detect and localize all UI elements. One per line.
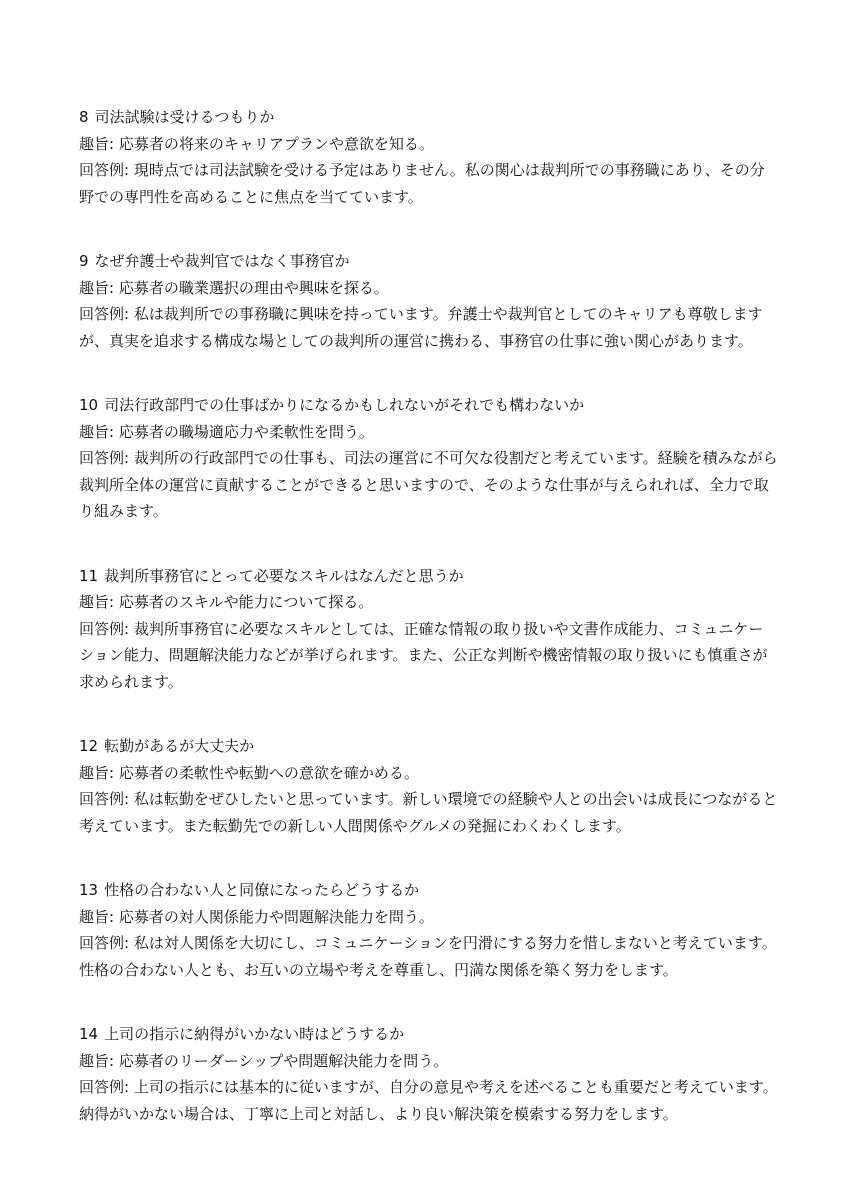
question-text: 司法行政部門での仕事ばかりになるかもしれないがそれでも構わないか — [104, 396, 585, 414]
answer-text: 回答例: 私は転勤をぜひしたいと思っています。新しい環境での経験や人との出会いは成長につながると考えています。また転勤先での新しい人間関係やグルメの発掘にわくわくします。 — [79, 790, 778, 835]
qa-item-9 — [79, 248, 778, 354]
question-text: 司法試験は受けるつもりか — [94, 108, 275, 126]
purpose-text: 趣旨: 応募者の将来のキャリアプランや意欲を知る。 — [79, 134, 434, 153]
question-heading — [79, 1021, 778, 1048]
answer-text: 回答例: 現時点では司法試験を受ける予定はありません。私の関心は裁判所での事務職にあり、その分野での専門性を高めることに焦点を当てています。 — [79, 161, 765, 206]
question-heading — [79, 563, 778, 590]
answer-text: 回答例: 裁判所事務官に必要なスキルとしては、正確な情報の取り扱いや文書作成能力、コミュニケーション能力、問題解決能力などが挙げられます。また、公正な判断や機密情報の取り扱いにも慎重さが求められます。 — [79, 619, 768, 691]
purpose-text: 趣旨: 応募者の柔軟性や転勤への意欲を確かめる。 — [79, 763, 419, 782]
qa-item-13 — [79, 877, 778, 983]
question-heading — [79, 877, 778, 904]
purpose-text: 趣旨: 応募者の対人関係能力や問題解決能力を問う。 — [79, 907, 434, 926]
purpose-text: 趣旨: 応募者のリーダーシップや問題解決能力を問う。 — [79, 1051, 449, 1070]
purpose-text: 趣旨: 応募者のスキルや能力について探る。 — [79, 593, 374, 611]
answer-text: 回答例: 裁判所の行政部門での仕事も、司法の運営に不可欠な役割だと考えています。経験を積みながら裁判所全体の運営に貢献することができると思いますので、そのような仕事が与えられれば、全力で取り組みます。 — [79, 449, 778, 520]
answer-text: 回答例: 私は裁判所での事務職に興味を持っています。弁護士や裁判官としてのキャリアも尊敬しますが、真実を追求する構成な場としての裁判所の運営に携わる、事務官の仕事に強い関心があります。 — [79, 305, 763, 350]
answer-text: 回答例: 私は対人関係を大切にし、コミュニケーションを円滑にする努力を惜しまないと考えています。性格の合わない人とも、お互いの立場や考えを尊重し、円満な関係を築く努力をします。 — [79, 934, 777, 979]
qa-item-8 — [79, 104, 778, 210]
question-heading — [79, 104, 778, 131]
question-heading — [79, 392, 778, 419]
question-number: 11 — [79, 566, 99, 585]
answer-text: 回答例: 上司の指示には基本的に従いますが、自分の意見や考えを述べることも重要だと考えています。納得がいかない場合は、丁寧に上司と対話し、より良い解決策を模索する努力をします。 — [79, 1078, 778, 1123]
question-text: なぜ弁護士や裁判官ではなく事務官か — [94, 252, 350, 270]
qa-item-10 — [79, 392, 778, 525]
question-heading — [79, 248, 778, 275]
qa-item-11 — [79, 563, 778, 696]
purpose-text: 趣旨: 応募者の職場適応力や柔軟性を問う。 — [79, 422, 374, 441]
question-text: 裁判所事務官にとって必要なスキルはなんだと思うか — [104, 566, 464, 585]
question-number: 8 — [79, 108, 89, 126]
question-text: 性格の合わない人と同僚になったらどうするか — [104, 881, 420, 899]
question-text: 転勤があるが大丈夫か — [104, 737, 255, 755]
qa-item-12 — [79, 733, 778, 839]
question-number: 9 — [79, 252, 89, 270]
question-number: 14 — [79, 1025, 99, 1043]
question-text: 上司の指示に納得がいかない時はどうするか — [104, 1025, 405, 1043]
question-number: 10 — [79, 396, 99, 414]
question-number: 12 — [79, 737, 99, 755]
question-heading — [79, 733, 778, 760]
question-number: 13 — [79, 881, 99, 899]
qa-item-14 — [79, 1021, 778, 1127]
purpose-text: 趣旨: 応募者の職業選択の理由や興味を探る。 — [79, 278, 389, 297]
